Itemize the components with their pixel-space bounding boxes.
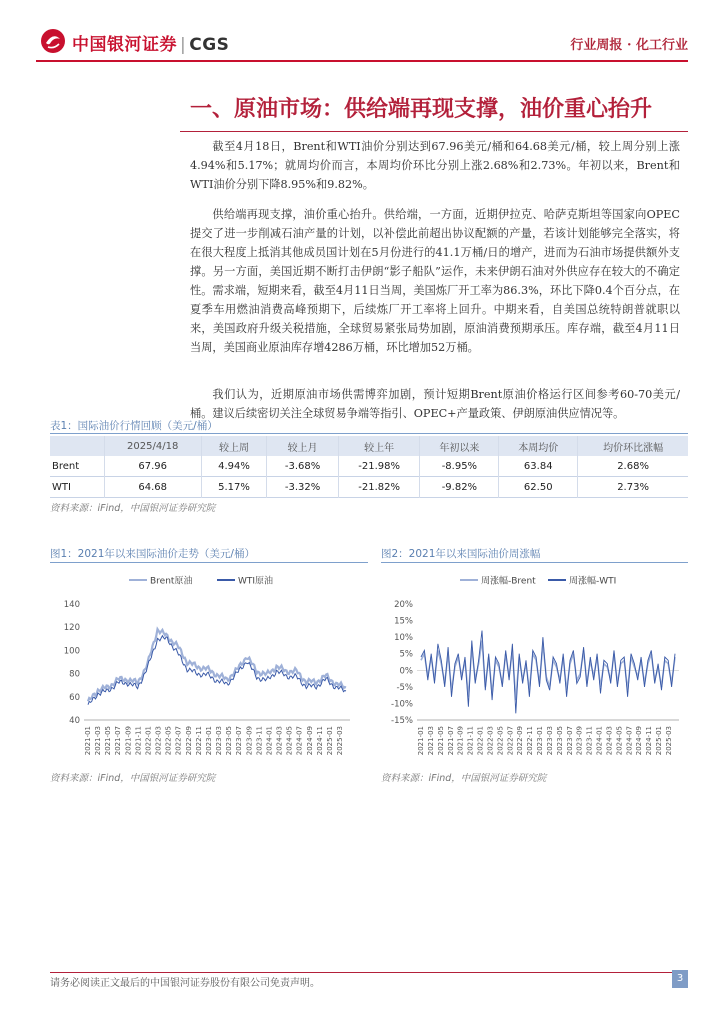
x-tick-label: 2022-03 — [486, 726, 495, 756]
x-tick-label: 2021-11 — [134, 726, 143, 756]
x-tick-label: 2022-11 — [526, 726, 535, 756]
y-tick-label: -10% — [391, 699, 413, 710]
oil-price-line-chart — [50, 568, 368, 766]
table-header-cell: 本周均价 — [499, 436, 578, 456]
oil-price-table — [50, 436, 688, 498]
table-caption: 表1：国际油价行情回顾（美元/桶） — [50, 420, 218, 432]
table-cell: -8.95% — [420, 456, 499, 477]
x-tick-label: 2021-09 — [124, 726, 133, 756]
x-tick-label: 2025-03 — [665, 726, 673, 756]
y-tick-label: 20% — [394, 600, 413, 610]
table-header-row — [50, 436, 688, 456]
x-tick-label: 2024-01 — [595, 726, 604, 756]
figure1-source: 资料来源：iFind，中国银河证券研究院 — [50, 773, 216, 784]
x-tick-label: 2022-09 — [184, 726, 193, 756]
x-tick-label: 2023-05 — [555, 726, 564, 756]
legend-label: WTI原油 — [238, 576, 274, 587]
figure1-divider — [50, 562, 368, 563]
table-cell: 2.68% — [617, 460, 649, 472]
table-cell: Brent — [50, 456, 104, 477]
x-tick-label: 2022-07 — [506, 726, 515, 756]
x-tick-label: 2022-01 — [476, 726, 485, 756]
x-tick-label: 2024-07 — [295, 726, 304, 756]
x-tick-label: 2022-05 — [496, 726, 505, 756]
table-header-cell: 较上年 — [338, 436, 420, 456]
legend-label: Brent原油 — [150, 576, 193, 587]
x-tick-label: 2025-01 — [325, 726, 334, 756]
x-tick-label: 2023-11 — [255, 726, 264, 756]
table-cell: 5.17% — [201, 477, 267, 498]
x-tick-label: 2021-03 — [426, 726, 435, 756]
paragraph-price-summary: 截至4月18日，Brent和WTI油价分别达到67.96美元/桶和64.68美元/桶，较上周分别上涨4.94%和5.17%；就周均价而言，本周均价环比分别上涨2.68%和2.73%。年初以来，Brent和WTI油价分别下降8.95%和9.82%。 — [190, 140, 680, 191]
x-tick-label: 2021-07 — [446, 726, 455, 756]
table-header-cell — [50, 436, 104, 456]
table-header-cell: 2025/4/18 — [104, 436, 201, 456]
x-tick-label: 2023-01 — [536, 726, 545, 756]
x-tick-label: 2023-01 — [204, 726, 213, 756]
y-tick-label: 100 — [63, 646, 80, 657]
x-tick-label: 2024-03 — [275, 726, 284, 756]
x-tick-label: 2022-07 — [174, 726, 183, 756]
company-logo-icon — [40, 28, 66, 54]
x-tick-label: 2023-11 — [585, 726, 594, 756]
x-tick-label: 2025-01 — [655, 726, 664, 756]
x-tick-label: 2021-05 — [104, 726, 113, 756]
y-tick-label: 5% — [399, 649, 413, 660]
x-tick-label: 2023-07 — [565, 726, 574, 756]
table-row — [50, 477, 688, 498]
x-tick-label: 2021-05 — [436, 726, 445, 756]
x-tick-label: 2024-11 — [315, 726, 324, 756]
x-tick-label: 2023-07 — [235, 726, 244, 756]
x-tick-label: 2025-03 — [336, 726, 344, 756]
x-tick-label: 2022-11 — [194, 726, 203, 756]
legend-label: 周涨幅-WTI — [569, 576, 617, 587]
figure2-caption: 图2：2021年以来国际油价周涨幅 — [381, 548, 541, 560]
x-tick-label: 2022-05 — [164, 726, 173, 756]
x-tick-label: 2024-09 — [305, 726, 314, 756]
report-type: 行业周报 · 化工行业 — [570, 38, 688, 53]
table-cell: -21.82% — [338, 477, 420, 498]
wti-weekly-change-line — [421, 631, 675, 714]
y-tick-label: 10% — [394, 633, 413, 644]
table-header-cell: 较上周 — [201, 436, 267, 456]
table-row — [50, 456, 688, 477]
table-caption-divider — [50, 433, 688, 434]
y-tick-label: 120 — [63, 623, 80, 634]
footer-disclaimer: 请务必阅读正文最后的中国银河证券股份有限公司免责声明。 — [50, 978, 320, 989]
x-tick-label: 2022-01 — [144, 726, 153, 756]
x-tick-label: 2023-09 — [245, 726, 254, 756]
y-tick-label: -5% — [396, 682, 413, 693]
y-tick-label: 15% — [394, 616, 413, 627]
table-cell: 67.96 — [104, 456, 201, 477]
y-tick-label: 80 — [69, 669, 80, 680]
header-divider — [36, 60, 688, 62]
table-cell: 2.73% — [617, 481, 649, 493]
y-tick-label: 40 — [69, 716, 80, 726]
table-source: 资料来源：iFind，中国银河证券研究院 — [50, 503, 216, 514]
y-tick-label: 60 — [69, 692, 80, 703]
company-logo-text: 中国银河证券 | CGS — [72, 35, 230, 55]
x-tick-label: 2023-03 — [545, 726, 554, 756]
x-tick-label: 2024-01 — [265, 726, 274, 756]
table-cell: -9.82% — [420, 477, 499, 498]
table-header-cell: 均价环比涨幅 — [603, 442, 664, 454]
title-divider — [180, 131, 688, 132]
table-cell: -3.68% — [267, 456, 338, 477]
legend-label: 周涨幅-Brent — [481, 576, 536, 587]
table-cell: WTI — [50, 477, 104, 498]
x-tick-label: 2024-09 — [635, 726, 644, 756]
weekly-change-line-chart — [381, 568, 688, 766]
x-tick-label: 2021-03 — [94, 726, 103, 756]
x-tick-label: 2024-11 — [645, 726, 654, 756]
y-tick-label: -15% — [391, 716, 413, 726]
table-cell: -21.98% — [338, 456, 420, 477]
table-header-cell: 年初以来 — [420, 436, 499, 456]
table-cell: -3.32% — [267, 477, 338, 498]
x-tick-label: 2024-05 — [285, 726, 294, 756]
x-tick-label: 2024-05 — [615, 726, 624, 756]
y-tick-label: 0% — [399, 666, 413, 677]
x-tick-label: 2021-01 — [84, 726, 92, 756]
section-title: 一、原油市场：供给端再现支撑，油价重心抬升 — [190, 96, 653, 122]
table-cell: 64.68 — [104, 477, 201, 498]
wti-price-line — [88, 636, 346, 705]
x-tick-label: 2023-03 — [215, 726, 224, 756]
page-number: 3 — [672, 970, 688, 988]
figure2-source: 资料来源：iFind，中国银河证券研究院 — [381, 773, 547, 784]
table-cell: 62.50 — [499, 477, 578, 498]
x-tick-label: 2021-11 — [466, 726, 475, 756]
x-tick-label: 2024-07 — [625, 726, 634, 756]
y-tick-label: 140 — [63, 600, 80, 610]
figure1-caption: 图1：2021年以来国际油价走势（美元/桶） — [50, 548, 255, 560]
brent-price-line — [88, 629, 346, 701]
footer-divider — [50, 972, 688, 973]
x-tick-label: 2024-03 — [605, 726, 614, 756]
x-tick-label: 2022-09 — [516, 726, 525, 756]
figure2-divider — [381, 562, 688, 563]
x-tick-label: 2022-03 — [154, 726, 163, 756]
x-tick-label: 2021-01 — [417, 726, 425, 756]
table-cell: 63.84 — [499, 456, 578, 477]
x-tick-label: 2023-09 — [575, 726, 584, 756]
x-tick-label: 2021-09 — [456, 726, 465, 756]
x-tick-label: 2023-05 — [225, 726, 234, 756]
paragraph-supply-demand: 供给端再现支撑，油价重心抬升。供给端，一方面，近期伊拉克、哈萨克斯坦等国家向OPEC提交了进一步削减石油产量的计划，以补偿此前超出协议配额的产量，若该计划能够完全落实，将在很大程度上抵消其他成员国计划在5月份进行的41.1万桶/日的增产，进而为石油市场提供额外支撑。另一方面，美国近期不断打击伊朗“影子船队”运作，未来伊朗石油对外供应存在较大的不确定性。需求端，短期来看，截至4月11日当周，美国炼厂开工率为86.3%，环比下降0.4个百分点，在夏季车用燃油消费高峰预期下，后续炼厂开工率将上回升。中期来看，自美国总统特朗普就职以来，美国政府升级关税措施，全球贸易紧张局势加剧，原油消费预期承压。库存端，截至4月11日当周，美国商业原油库存增4286万桶，环比增加52万桶。 — [190, 208, 680, 354]
x-tick-label: 2021-07 — [114, 726, 123, 756]
table-header-cell: 较上月 — [267, 436, 338, 456]
table-cell: 4.94% — [201, 456, 267, 477]
paragraph-outlook: 我们认为，近期原油市场供需博弈加剧，预计短期Brent原油价格运行区间参考60-70美元/桶。建议后续密切关注全球贸易争端等指引、OPEC+产量政策、伊朗原油供应情况等。 — [190, 388, 680, 420]
